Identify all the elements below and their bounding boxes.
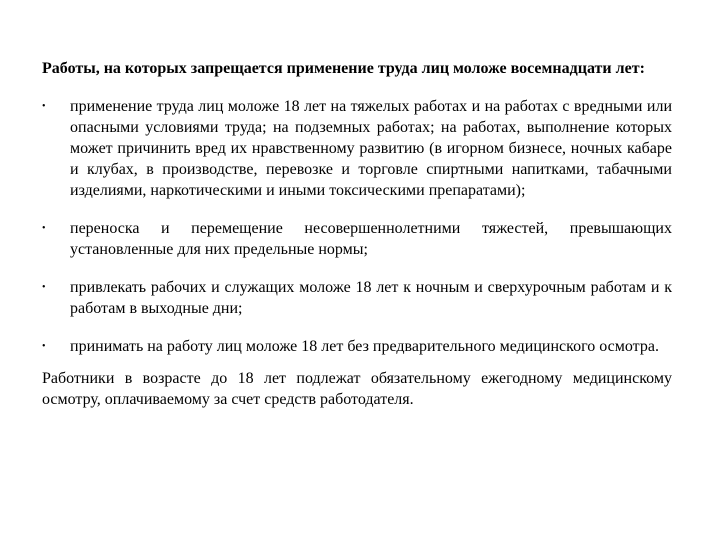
document-page [42, 58, 672, 410]
list-item-text: принимать на работу лиц моложе 18 лет без предварительного медицинского осмотра. [70, 338, 659, 355]
list-item [42, 277, 672, 319]
footer-paragraph: Работники в возрасте до 18 лет подлежат обязательному ежегодному медицинскому осмотру, оплачиваемому за счет средств работодателя. [42, 370, 672, 408]
bullet-icon: • [42, 101, 46, 112]
list-item-text: применение труда лиц моложе 18 лет на тяжелых работах и на работах с вредными или опасными условиями труда; на подземных работах; на работах, выполнение которых может причинить вред их нравственному развитию (в игорном бизнесе, ночных кабаре и клубах, в производстве, перевозке и торговле спиртными напитками, табачными изделиями, наркотическими и иными токсическими препаратами); [70, 98, 672, 199]
bullet-icon: • [42, 341, 46, 352]
bullet-icon: • [42, 223, 46, 234]
list-item-text: привлекать рабочих и служащих моложе 18 лет к ночным и сверхурочным работам и к работам в выходные дни; [70, 279, 672, 317]
list-item-text: переноска и перемещение несовершеннолетними тяжестей, превышающих установленные для них предельные нормы; [70, 220, 672, 258]
list-item [42, 218, 672, 260]
list-item [42, 96, 672, 201]
section-heading: Работы, на которых запрещается применение труда лиц моложе восемнадцати лет: [42, 60, 645, 77]
restrictions-list [42, 96, 672, 357]
bullet-icon: • [42, 282, 46, 293]
list-item [42, 336, 672, 357]
